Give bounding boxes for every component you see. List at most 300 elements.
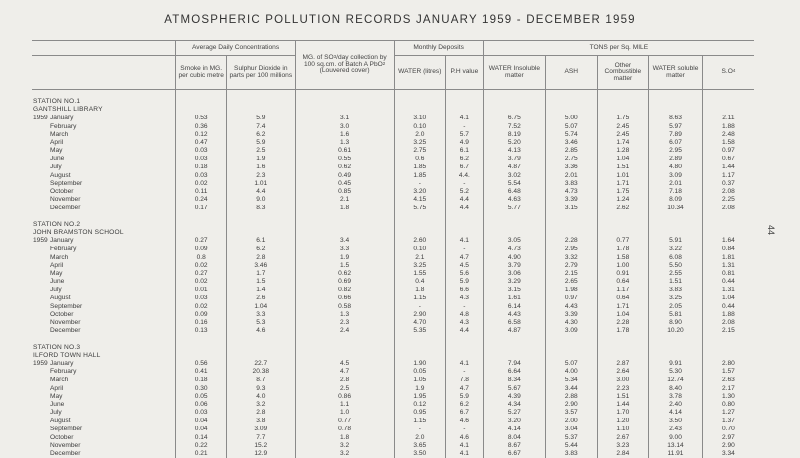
value-cell: 0.49 xyxy=(295,172,394,180)
table-row xyxy=(32,262,754,270)
value-cell: 1.8 xyxy=(295,434,394,442)
month-label: March xyxy=(50,255,68,262)
value-cell: 4.1 xyxy=(446,360,484,368)
month-label: November xyxy=(50,197,80,204)
spacer-cell xyxy=(597,213,649,221)
value-cell: 2.28 xyxy=(597,319,649,327)
spacer-cell xyxy=(394,336,446,344)
month-label: December xyxy=(50,451,80,458)
value-cell: 0.16 xyxy=(176,319,226,327)
table-row xyxy=(32,377,754,385)
value-cell: 5.07 xyxy=(546,123,598,131)
value-cell: 3.39 xyxy=(546,311,598,319)
value-cell: 1.75 xyxy=(597,188,649,196)
value-cell: 1.44 xyxy=(597,401,649,409)
value-cell: 0.64 xyxy=(597,295,649,303)
station-label: ILFORD TOWN HALL xyxy=(32,352,176,360)
value-cell: 7.8 xyxy=(446,377,484,385)
value-cell: 4.63 xyxy=(483,196,545,204)
value-cell: 1.15 xyxy=(394,295,446,303)
value-cell: 3.05 xyxy=(483,237,545,245)
value-cell: 2.60 xyxy=(394,237,446,245)
value-cell: 1.6 xyxy=(295,131,394,139)
value-cell: 4.0 xyxy=(226,393,295,401)
month-cell xyxy=(32,164,176,172)
value-cell: 4.14 xyxy=(483,426,545,434)
month-label: June xyxy=(50,156,64,163)
month-label: July xyxy=(50,164,62,171)
value-cell: 0.02 xyxy=(176,262,226,270)
empty-cell xyxy=(483,98,545,106)
value-cell: 4.43 xyxy=(546,303,598,311)
value-cell: 4.39 xyxy=(483,393,545,401)
value-cell: 2.48 xyxy=(702,131,754,139)
value-cell: 4.3 xyxy=(446,295,484,303)
spacer-cell xyxy=(702,213,754,221)
empty-cell xyxy=(597,106,649,114)
value-cell: 4.87 xyxy=(483,327,545,335)
value-cell: 3.4 xyxy=(295,237,394,245)
empty-cell xyxy=(295,229,394,237)
month-cell xyxy=(32,426,176,434)
empty-cell xyxy=(546,98,598,106)
empty-cell xyxy=(702,344,754,352)
pollution-records-table xyxy=(32,40,754,458)
value-cell: 1.24 xyxy=(597,196,649,204)
spacer-cell xyxy=(702,336,754,344)
value-cell: 1.28 xyxy=(597,147,649,155)
month-label: July xyxy=(50,287,62,294)
value-cell: 5.9 xyxy=(226,115,295,123)
value-cell: 2.3 xyxy=(295,319,394,327)
value-cell: 6.2 xyxy=(446,401,484,409)
value-cell: 1.58 xyxy=(597,254,649,262)
month-cell xyxy=(32,278,176,286)
value-cell: 2.80 xyxy=(702,360,754,368)
value-cell: 0.8 xyxy=(176,254,226,262)
value-cell: 1.74 xyxy=(597,139,649,147)
empty-cell xyxy=(597,98,649,106)
value-cell: 0.18 xyxy=(176,377,226,385)
value-cell: 1.04 xyxy=(702,295,754,303)
value-cell: 2.05 xyxy=(649,303,703,311)
value-cell: 2.87 xyxy=(597,360,649,368)
value-cell: 3.04 xyxy=(546,426,598,434)
empty-cell xyxy=(295,98,394,106)
value-cell: 2.45 xyxy=(597,131,649,139)
month-cell xyxy=(32,237,176,245)
empty-cell xyxy=(649,229,703,237)
spacer-cell xyxy=(226,336,295,344)
value-cell: 6.64 xyxy=(483,368,545,376)
value-cell: 4.14 xyxy=(649,409,703,417)
value-cell: 0.10 xyxy=(394,123,446,131)
spacer-cell xyxy=(394,213,446,221)
value-cell: 8.3 xyxy=(226,205,295,213)
value-cell: 1.71 xyxy=(597,303,649,311)
value-cell: 1.75 xyxy=(597,115,649,123)
value-cell: 3.29 xyxy=(483,278,545,286)
value-cell: 12.9 xyxy=(226,450,295,458)
value-cell: 2.40 xyxy=(649,401,703,409)
month-cell xyxy=(32,385,176,393)
value-cell: 3.2 xyxy=(295,442,394,450)
value-cell: 4.4. xyxy=(446,172,484,180)
value-cell: 9.91 xyxy=(649,360,703,368)
value-cell: 4.1 xyxy=(446,237,484,245)
value-cell: 3.36 xyxy=(546,164,598,172)
value-cell: 4.15 xyxy=(394,196,446,204)
value-cell: 2.55 xyxy=(649,270,703,278)
value-cell: 1.20 xyxy=(597,418,649,426)
value-cell: 5.91 xyxy=(649,237,703,245)
table-header-group-row xyxy=(32,41,754,56)
value-cell: - xyxy=(446,123,484,131)
spacer-cell xyxy=(649,90,703,99)
station-label: STATION NO.2 xyxy=(32,221,176,229)
table-row xyxy=(32,180,754,188)
value-cell: 0.17 xyxy=(176,205,226,213)
value-cell: 2.8 xyxy=(226,254,295,262)
value-cell: 0.62 xyxy=(295,270,394,278)
value-cell: 5.35 xyxy=(394,327,446,335)
value-cell: 0.01 xyxy=(176,287,226,295)
month-cell xyxy=(32,319,176,327)
value-cell: 5.54 xyxy=(483,180,545,188)
value-cell: - xyxy=(394,180,446,188)
empty-cell xyxy=(226,106,295,114)
value-cell: 2.79 xyxy=(546,262,598,270)
value-cell: 0.03 xyxy=(176,156,226,164)
value-cell: 8.34 xyxy=(483,377,545,385)
value-cell: 1.51 xyxy=(597,393,649,401)
month-label: December xyxy=(50,205,80,212)
value-cell: 9.3 xyxy=(226,385,295,393)
month-label: November xyxy=(50,443,80,450)
empty-cell xyxy=(446,98,484,106)
value-cell: 1.98 xyxy=(546,287,598,295)
month-cell xyxy=(32,180,176,188)
value-cell: 4.9 xyxy=(446,139,484,147)
value-cell: 4.30 xyxy=(546,319,598,327)
header-sulphur: Sulphur Dioxide in parts per 100 millions xyxy=(226,56,295,90)
value-cell: 5.44 xyxy=(546,442,598,450)
station-label: GANTSHILL LIBRARY xyxy=(32,106,176,114)
value-cell: 3.0 xyxy=(295,123,394,131)
value-cell: 6.6 xyxy=(446,287,484,295)
empty-cell xyxy=(295,106,394,114)
value-cell: 2.00 xyxy=(546,418,598,426)
value-cell: 0.14 xyxy=(176,434,226,442)
value-cell: 5.27 xyxy=(483,409,545,417)
empty-cell xyxy=(483,352,545,360)
value-cell: 3.50 xyxy=(649,418,703,426)
value-cell: 4.7 xyxy=(446,385,484,393)
value-cell: 4.5 xyxy=(295,360,394,368)
header-blank-2 xyxy=(32,56,176,90)
value-cell: 6.14 xyxy=(483,303,545,311)
value-cell: 0.66 xyxy=(295,295,394,303)
value-cell: 0.95 xyxy=(394,409,446,417)
month-label: January xyxy=(50,361,73,368)
month-label: September xyxy=(50,181,82,188)
month-cell xyxy=(32,393,176,401)
month-cell xyxy=(32,246,176,254)
month-cell xyxy=(32,254,176,262)
table-row xyxy=(32,295,754,303)
empty-cell xyxy=(702,221,754,229)
value-cell: 0.02 xyxy=(176,278,226,286)
value-cell: 2.08 xyxy=(702,319,754,327)
month-cell xyxy=(32,287,176,295)
value-cell: 2.17 xyxy=(702,385,754,393)
value-cell: 7.7 xyxy=(226,434,295,442)
value-cell: 0.02 xyxy=(176,303,226,311)
value-cell: 3.00 xyxy=(597,377,649,385)
month-label: May xyxy=(50,148,62,155)
month-label: August xyxy=(50,418,71,425)
value-cell: 1.64 xyxy=(702,237,754,245)
value-cell: 3.3 xyxy=(295,246,394,254)
value-cell: 1.3 xyxy=(295,139,394,147)
table-row xyxy=(32,368,754,376)
month-cell xyxy=(32,270,176,278)
spacer-row xyxy=(32,90,754,99)
value-cell: 0.64 xyxy=(597,278,649,286)
month-cell xyxy=(32,139,176,147)
value-cell: 0.47 xyxy=(176,139,226,147)
header-insoluble: WATER Insoluble matter xyxy=(483,56,545,90)
empty-cell xyxy=(176,221,226,229)
month-cell xyxy=(32,327,176,335)
value-cell: 2.75 xyxy=(394,147,446,155)
value-cell: 3.22 xyxy=(649,246,703,254)
value-cell: 2.01 xyxy=(649,180,703,188)
value-cell: 2.43 xyxy=(649,426,703,434)
spacer-cell xyxy=(649,336,703,344)
month-cell xyxy=(32,401,176,409)
value-cell: 3.20 xyxy=(394,188,446,196)
value-cell: 0.13 xyxy=(176,327,226,335)
table-row xyxy=(32,434,754,442)
value-cell: 4.8 xyxy=(446,311,484,319)
spacer-cell xyxy=(446,213,484,221)
month-cell xyxy=(32,368,176,376)
value-cell: 0.97 xyxy=(546,295,598,303)
spacer-cell xyxy=(597,336,649,344)
value-cell: 3.83 xyxy=(546,180,598,188)
table-row xyxy=(32,393,754,401)
value-cell: 5.2 xyxy=(446,188,484,196)
value-cell: 7.4 xyxy=(226,123,295,131)
month-label: April xyxy=(50,386,63,393)
value-cell: 2.97 xyxy=(702,434,754,442)
empty-cell xyxy=(394,221,446,229)
value-cell: 10.20 xyxy=(649,327,703,335)
spacer-row xyxy=(32,336,754,344)
year-label: 1959 xyxy=(33,238,50,245)
value-cell: 4.5 xyxy=(446,262,484,270)
empty-cell xyxy=(176,106,226,114)
month-cell xyxy=(32,115,176,123)
value-cell: 3.1 xyxy=(295,115,394,123)
value-cell: 3.8 xyxy=(226,418,295,426)
month-cell xyxy=(32,262,176,270)
empty-cell xyxy=(702,352,754,360)
value-cell: 2.89 xyxy=(649,156,703,164)
value-cell: 2.4 xyxy=(295,327,394,335)
month-cell xyxy=(32,442,176,450)
value-cell: 0.44 xyxy=(702,278,754,286)
spacer-cell xyxy=(446,336,484,344)
spacer-cell xyxy=(176,336,226,344)
value-cell: 0.55 xyxy=(295,156,394,164)
table-row xyxy=(32,270,754,278)
value-cell: 8.90 xyxy=(649,319,703,327)
value-cell: 2.95 xyxy=(649,147,703,155)
value-cell: 6.48 xyxy=(483,188,545,196)
value-cell: 6.75 xyxy=(483,115,545,123)
empty-cell xyxy=(546,106,598,114)
value-cell: 1.04 xyxy=(597,311,649,319)
value-cell: 0.06 xyxy=(176,401,226,409)
value-cell: 3.34 xyxy=(702,450,754,458)
value-cell: 5.75 xyxy=(394,205,446,213)
value-cell: 0.56 xyxy=(176,360,226,368)
empty-cell xyxy=(295,352,394,360)
value-cell: 1.81 xyxy=(702,254,754,262)
empty-cell xyxy=(295,344,394,352)
table-row xyxy=(32,311,754,319)
value-cell: 5.30 xyxy=(649,368,703,376)
empty-cell xyxy=(176,229,226,237)
month-cell xyxy=(32,450,176,458)
spacer-cell xyxy=(394,90,446,99)
value-cell: 8.19 xyxy=(483,131,545,139)
value-cell: 4.1 xyxy=(446,450,484,458)
value-cell: 1.6 xyxy=(226,164,295,172)
value-cell: 0.30 xyxy=(176,385,226,393)
table-row xyxy=(32,196,754,204)
station-label-row xyxy=(32,229,754,237)
value-cell: 1.17 xyxy=(702,172,754,180)
value-cell: 0.09 xyxy=(176,311,226,319)
header-soluble: WATER soluble matter xyxy=(649,56,703,90)
table-row xyxy=(32,327,754,335)
table-row xyxy=(32,450,754,458)
spacer-cell xyxy=(702,90,754,99)
month-cell xyxy=(32,196,176,204)
value-cell: 8.63 xyxy=(649,115,703,123)
value-cell: 2.11 xyxy=(702,115,754,123)
value-cell: 4.4 xyxy=(446,327,484,335)
station-label-row xyxy=(32,352,754,360)
year-label: 1959 xyxy=(33,361,50,368)
value-cell: 0.45 xyxy=(295,180,394,188)
value-cell: - xyxy=(446,180,484,188)
table-row xyxy=(32,254,754,262)
value-cell: 2.0 xyxy=(394,131,446,139)
month-cell xyxy=(32,418,176,426)
value-cell: 2.25 xyxy=(702,196,754,204)
empty-cell xyxy=(649,98,703,106)
empty-cell xyxy=(597,229,649,237)
value-cell: 0.05 xyxy=(394,368,446,376)
value-cell: 6.2 xyxy=(226,246,295,254)
value-cell: 2.63 xyxy=(702,377,754,385)
value-cell: 0.44 xyxy=(702,303,754,311)
value-cell: 6.07 xyxy=(649,139,703,147)
value-cell: 8.09 xyxy=(649,196,703,204)
value-cell: 1.04 xyxy=(226,303,295,311)
value-cell: 4.00 xyxy=(546,368,598,376)
value-cell: 2.90 xyxy=(394,311,446,319)
value-cell: 3.25 xyxy=(394,262,446,270)
month-label: May xyxy=(50,271,62,278)
month-cell xyxy=(32,303,176,311)
month-cell xyxy=(32,123,176,131)
header-avg-daily: Average Daily Concentrations xyxy=(176,41,295,56)
value-cell: 1.51 xyxy=(649,278,703,286)
month-label: April xyxy=(50,140,63,147)
value-cell: 1.01 xyxy=(597,172,649,180)
empty-cell xyxy=(649,352,703,360)
empty-cell xyxy=(394,98,446,106)
month-label: March xyxy=(50,132,68,139)
value-cell: 0.97 xyxy=(702,147,754,155)
month-label: November xyxy=(50,320,80,327)
value-cell: - xyxy=(446,303,484,311)
value-cell: 1.78 xyxy=(597,327,649,335)
month-cell xyxy=(32,131,176,139)
value-cell: 4.73 xyxy=(546,188,598,196)
value-cell: 5.07 xyxy=(546,360,598,368)
month-cell xyxy=(32,377,176,385)
value-cell: 0.82 xyxy=(295,287,394,295)
value-cell: - xyxy=(394,303,446,311)
table-row xyxy=(32,401,754,409)
table-row xyxy=(32,147,754,155)
value-cell: 4.6 xyxy=(446,418,484,426)
spacer-cell xyxy=(649,213,703,221)
empty-cell xyxy=(546,229,598,237)
value-cell: 2.8 xyxy=(295,377,394,385)
month-label: September xyxy=(50,426,82,433)
station-label-row xyxy=(32,98,754,106)
value-cell: 0.81 xyxy=(702,270,754,278)
value-cell: 2.15 xyxy=(546,270,598,278)
value-cell: 7.89 xyxy=(649,131,703,139)
value-cell: 2.08 xyxy=(702,205,754,213)
value-cell: 6.67 xyxy=(483,450,545,458)
spacer-cell xyxy=(295,213,394,221)
value-cell: 2.28 xyxy=(546,237,598,245)
month-cell xyxy=(32,172,176,180)
month-label: October xyxy=(50,435,73,442)
empty-cell xyxy=(446,229,484,237)
value-cell: 0.91 xyxy=(597,270,649,278)
value-cell: 0.27 xyxy=(176,237,226,245)
value-cell: 4.34 xyxy=(483,401,545,409)
value-cell: 0.85 xyxy=(295,188,394,196)
value-cell: 5.6 xyxy=(446,270,484,278)
value-cell: 0.22 xyxy=(176,442,226,450)
spacer-cell xyxy=(226,90,295,99)
value-cell: 1.88 xyxy=(702,311,754,319)
value-cell: 1.55 xyxy=(394,270,446,278)
table-row xyxy=(32,418,754,426)
empty-cell xyxy=(702,98,754,106)
